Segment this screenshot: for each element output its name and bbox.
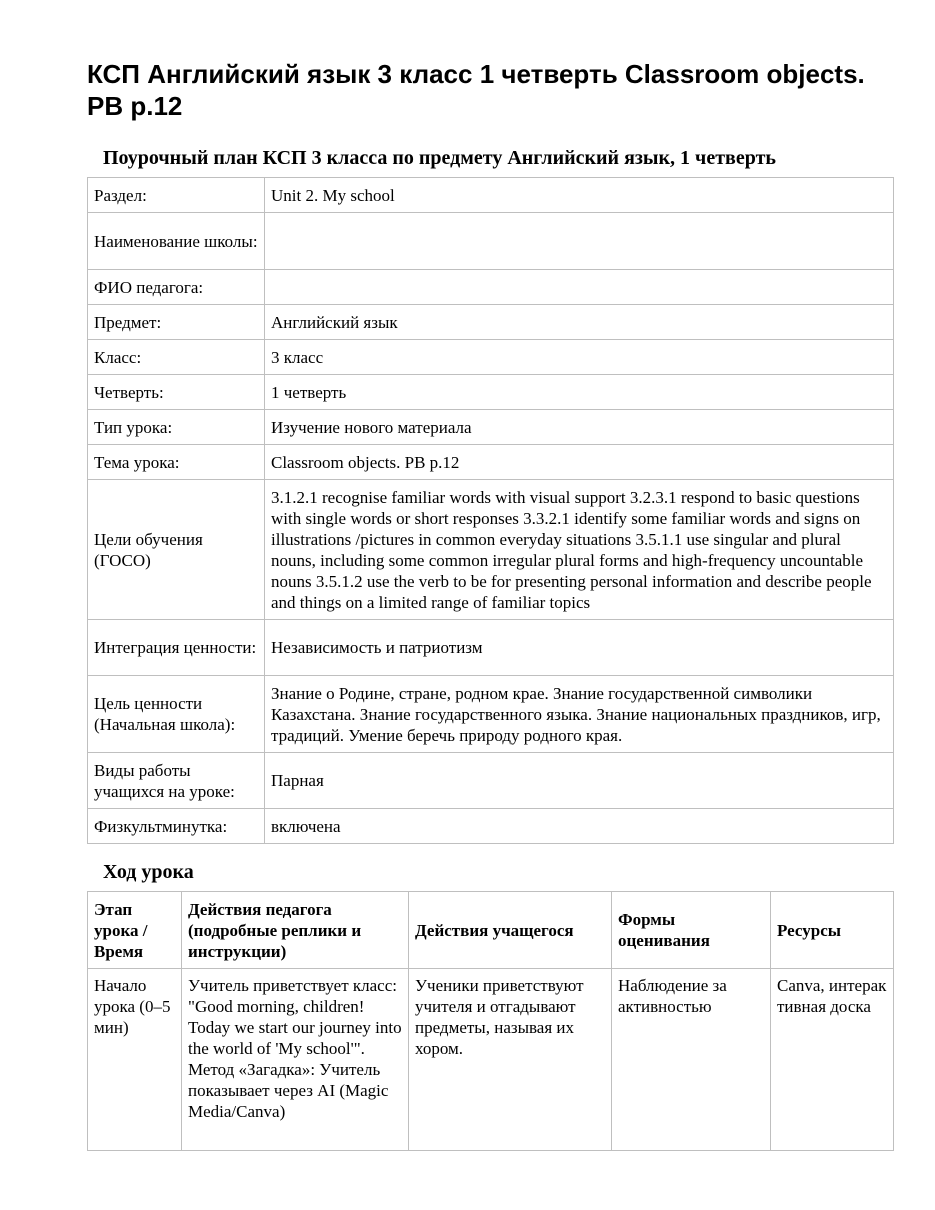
- column-header: Действия учащегося: [409, 892, 612, 969]
- info-label: Тип урока:: [88, 410, 265, 445]
- table-cell: Наблюдение за активностью: [612, 969, 771, 1151]
- info-label: Тема урока:: [88, 445, 265, 480]
- info-value: Classroom objects. PB p.12: [265, 445, 894, 480]
- table-row: [88, 178, 894, 213]
- info-value: включена: [265, 809, 894, 844]
- table-row: [88, 969, 894, 1151]
- table-row: [88, 620, 894, 676]
- info-label: Цель ценности (Начальная школа):: [88, 676, 265, 753]
- table-row: [88, 340, 894, 375]
- table-row: [88, 676, 894, 753]
- info-value: Английский язык: [265, 305, 894, 340]
- table-cell: Ученики приветствуют учителя и отгадывают предметы, называя их хором.: [409, 969, 612, 1151]
- info-value: [265, 213, 894, 270]
- table-header-row: [88, 892, 894, 969]
- column-header: Ресурсы: [771, 892, 894, 969]
- info-label: Класс:: [88, 340, 265, 375]
- table-row: [88, 445, 894, 480]
- info-label: Виды работы учащихся на уроке:: [88, 753, 265, 809]
- table-row: [88, 270, 894, 305]
- learning-objectives: 3.1.2.1 recognise familiar words with visual support 3.2.3.1 respond to basic questions with single words or short responses 3.3.2.1 identify some familiar words and signs on illustrations /pictures in common everyday situations 3.5.1.1 use singular and plural nouns, including some common irregular plural forms and high-frequency uncountable nouns 3.5.1.2 use the verb to be for presenting personal information and describe people and things on a limited range of familiar topics: [265, 480, 894, 620]
- info-value: Изучение нового материала: [265, 410, 894, 445]
- table-row: [88, 410, 894, 445]
- info-label: Раздел:: [88, 178, 265, 213]
- table-row: [88, 480, 894, 620]
- table-row: [88, 305, 894, 340]
- column-header: Действия педагога (подробные реплики и инструкции): [182, 892, 409, 969]
- info-label: Физкультминутка:: [88, 809, 265, 844]
- table-row: [88, 809, 894, 844]
- info-value: 3 класс: [265, 340, 894, 375]
- table-cell: Canva, интерактивная доска: [771, 969, 894, 1151]
- table-row: [88, 375, 894, 410]
- lesson-heading: Ход урока: [103, 861, 194, 883]
- info-label: Четверть:: [88, 375, 265, 410]
- info-value: Unit 2. My school: [265, 178, 894, 213]
- info-value: 1 четверть: [265, 375, 894, 410]
- info-label: ФИО педагога:: [88, 270, 265, 305]
- column-header: Этап урока / Время: [88, 892, 182, 969]
- info-value: Независимость и патриотизм: [265, 620, 894, 676]
- info-value: Знание о Родине, стране, родном крае. Знание государственной символики Казахстана. Знание государственного языка. Знание национальных праздников, игр, традиций. Умение беречь природу родного края.: [265, 676, 894, 753]
- lesson-info-table: [87, 177, 894, 844]
- info-label: Наименование школы:: [88, 213, 265, 270]
- info-label: Цели обучения (ГОСО): [88, 480, 265, 620]
- info-label: Предмет:: [88, 305, 265, 340]
- plan-heading: Поурочный план КСП 3 класса по предмету Английский язык, 1 четверть: [103, 147, 776, 169]
- info-label: Интеграция ценности:: [88, 620, 265, 676]
- column-header: Формы оценивания: [612, 892, 771, 969]
- lesson-flow-table: [87, 891, 894, 1151]
- info-value: [265, 270, 894, 305]
- table-cell: Учитель приветствует класс: "Good morning, children! Today we start our journey into the world of 'My school'". Метод «Загадка»: Учитель показывает через AI (Magic Media/Canva): [182, 969, 409, 1151]
- info-value: Парная: [265, 753, 894, 809]
- document-title: КСП Английский язык 3 класс 1 четверть Classroom objects. PB p.12: [87, 59, 865, 121]
- table-cell: Начало урока (0–5 мин): [88, 969, 182, 1151]
- document-page: [87, 58, 893, 1151]
- table-row: [88, 753, 894, 809]
- table-row: [88, 213, 894, 270]
